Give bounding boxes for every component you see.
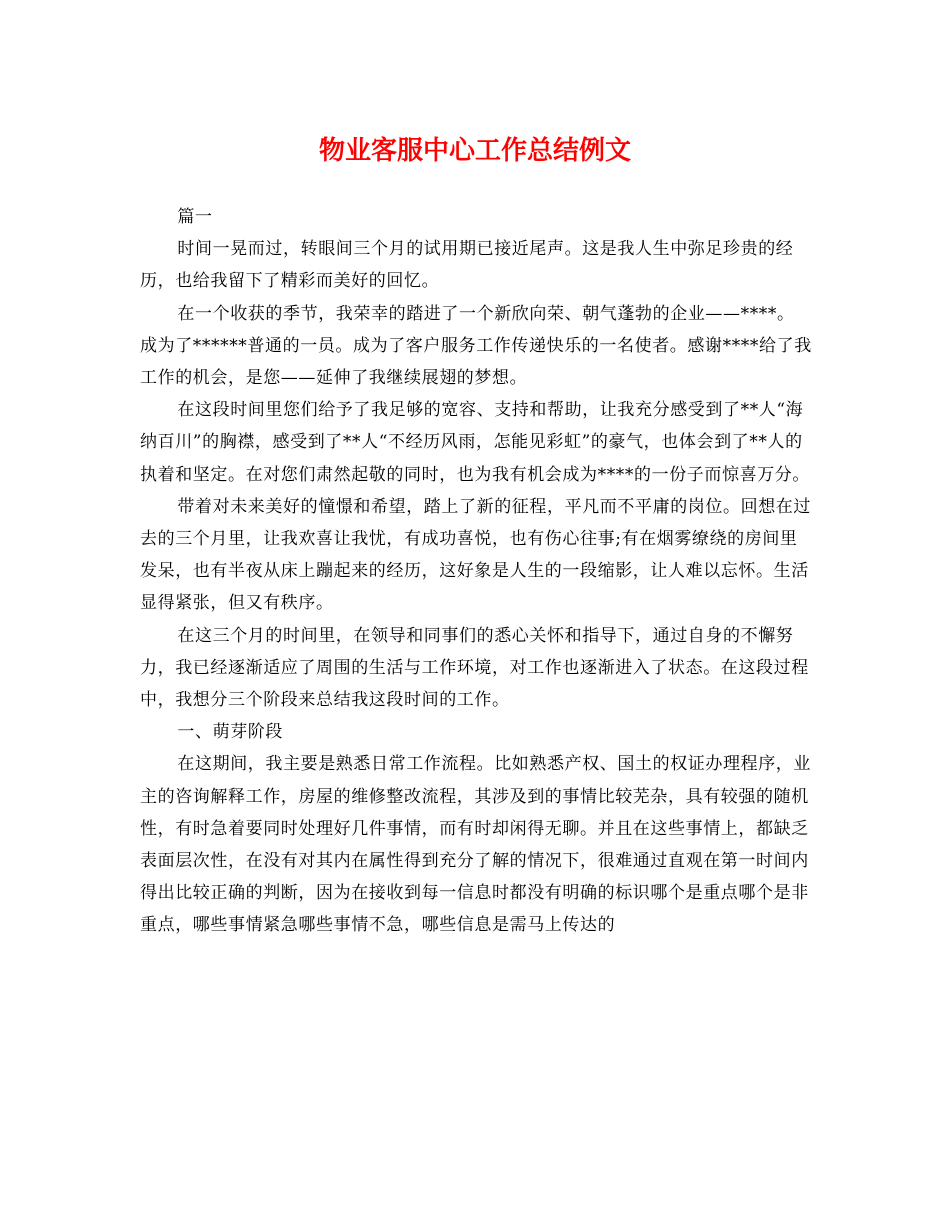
document-title: 物业客服中心工作总结例文 bbox=[318, 136, 631, 166]
paragraph: 在这段时间里您们给予了我足够的宽容、支持和帮助，让我充分感受到了**人“海纳百川”的胸襟，感受到了**人“不经历风雨，怎能见彩虹”的豪气，也体会到了**人的执着和坚定。在对您们肃然起敬的同时，也为我有机会成为****的一份子而惊喜万分。 bbox=[140, 400, 810, 485]
section-heading: 一、萌芽阶段 bbox=[177, 722, 283, 743]
paragraph: 在一个收获的季节，我荣幸的踏进了一个新欣向荣、朝气蓬勃的企业——****。成为了******普通的一员。成为了客户服务工作传递快乐的一名使者。感谢****给了我工作的机会，是您——延伸了我继续展翅的梦想。 bbox=[140, 303, 812, 389]
section-label: 篇一 bbox=[177, 207, 213, 227]
paragraph: 在这期间，我主要是熟悉日常工作流程。比如熟悉产权、国土的权证办理程序，业主的咨询解释工作，房屋的维修整改流程，其涉及到的事情比较芜杂，具有较强的随机性，有时急着要同时处理好几件事情，而有时却闲得无聊。并且在这些事情上，都缺乏表面层次性，在没有对其内在属性得到充分了解的情况下，很难通过直观在第一时间内得出比较正确的判断，因为在接收到每一信息时都没有明确的标识哪个是重点哪个是非重点，哪些事情紧急哪些事情不急，哪些信息是需马上传达的 bbox=[140, 754, 811, 936]
paragraph: 时间一晃而过，转眼间三个月的试用期已接近尾声。这是我人生中弥足珍贵的经历，也给我留下了精彩而美好的回忆。 bbox=[140, 239, 794, 292]
paragraph: 带着对未来美好的憧憬和希望，踏上了新的征程，平凡而不平庸的岗位。回想在过去的三个月里，让我欢喜让我忧，有成功喜悦，也有伤心往事;有在烟雾缭绕的房间里发呆，也有半夜从床上蹦起来的经历，这好象是人生的一段缩影，让人难以忘怀。生活显得紧张，但又有秩序。 bbox=[140, 496, 811, 614]
document-body bbox=[140, 201, 812, 942]
paragraph: 在这三个月的时间里，在领导和同事们的悉心关怀和指导下，通过自身的不懈努力，我已经逐渐适应了周围的生活与工作环境，对工作也逐渐进入了状态。在这段过程中，我想分三个阶段来总结我这段时间的工作。 bbox=[140, 625, 809, 711]
